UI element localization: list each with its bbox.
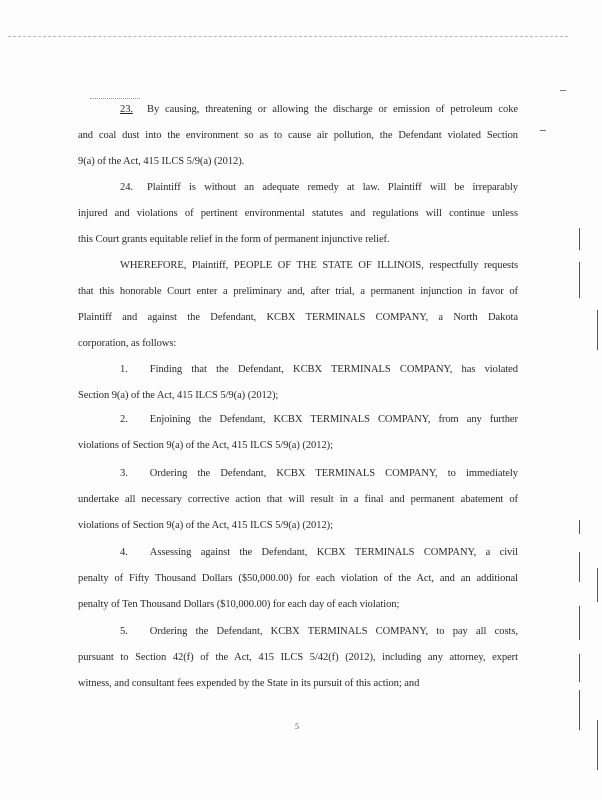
margin-mark [579, 654, 580, 682]
margin-mark [579, 262, 580, 298]
wherefore-line-1: WHEREFORE, Plaintiff, PEOPLE OF THE STATE OF ILLINOIS, respectfully requests [120, 260, 518, 271]
paragraph-23-line-2: and coal dust into the environment so as to cause air pollution, the Defendant violated Section [78, 130, 518, 141]
scan-artifact-top [8, 36, 568, 41]
item-1-line-2: Section 9(a) of the Act, 415 ILCS 5/9(a) (2012); [78, 390, 279, 401]
margin-mark [579, 606, 580, 640]
margin-mark [579, 520, 580, 534]
paragraph-23-line-3: 9(a) of the Act, 415 ILCS 5/9(a) (2012). [78, 156, 245, 167]
wherefore-line-2: that this honorable Court enter a preliminary and, after trial, a permanent injunction in favor of [78, 286, 518, 297]
item-3-line-3: violations of Section 9(a) of the Act, 415 ILCS 5/9(a) (2012); [78, 520, 333, 531]
item-4-line-2: penalty of Fifty Thousand Dollars ($50,000.00) for each violation of the Act, and an additional [78, 573, 518, 584]
item-5-line-1: 5. Ordering the Defendant, KCBX TERMINALS COMPANY, to pay all costs, [120, 626, 518, 637]
wherefore-line-4: corporation, as follows: [78, 338, 177, 349]
item-4-line-1: 4. Assessing against the Defendant, KCBX TERMINALS COMPANY, a civil [120, 547, 518, 558]
margin-mark [579, 690, 580, 730]
scan-artifact-dots [90, 98, 140, 99]
margin-mark [560, 90, 566, 91]
margin-mark [579, 228, 580, 250]
item-3-line-1: 3. Ordering the Defendant, KCBX TERMINALS COMPANY, to immediately [120, 468, 518, 479]
margin-mark [579, 552, 580, 582]
item-2-line-1: 2. Enjoining the Defendant, KCBX TERMINALS COMPANY, from any further [120, 414, 518, 425]
item-5-line-3: witness, and consultant fees expended by the State in its pursuit of this action; and [78, 678, 420, 689]
paragraph-24-line-2: injured and violations of pertinent environmental statutes and regulations will continue unless [78, 208, 518, 219]
margin-mark [597, 310, 598, 350]
margin-mark [540, 130, 546, 131]
item-5-line-2: pursuant to Section 42(f) of the Act, 415 ILCS 5/42(f) (2012), including any attorney, expert [78, 652, 518, 663]
paragraph-24-line-1: 24. Plaintiff is without an adequate remedy at law. Plaintiff will be irreparably [120, 182, 518, 193]
item-2-line-2: violations of Section 9(a) of the Act, 415 ILCS 5/9(a) (2012); [78, 440, 333, 451]
paragraph-23-line-1: 23. By causing, threatening or allowing the discharge or emission of petroleum coke [120, 104, 518, 115]
wherefore-line-3: Plaintiff and against the Defendant, KCBX TERMINALS COMPANY, a North Dakota [78, 312, 518, 323]
item-1-line-1: 1. Finding that the Defendant, KCBX TERMINALS COMPANY, has violated [120, 364, 518, 375]
item-3-line-2: undertake all necessary corrective action that will result in a final and permanent abatement of [78, 494, 518, 505]
paragraph-24-line-3: this Court grants equitable relief in the form of permanent injunctive relief. [78, 234, 390, 245]
margin-mark [597, 720, 598, 770]
page-number: 5 [295, 722, 299, 731]
item-4-line-3: penalty of Ten Thousand Dollars ($10,000.00) for each day of each violation; [78, 599, 400, 610]
margin-mark [597, 568, 598, 602]
